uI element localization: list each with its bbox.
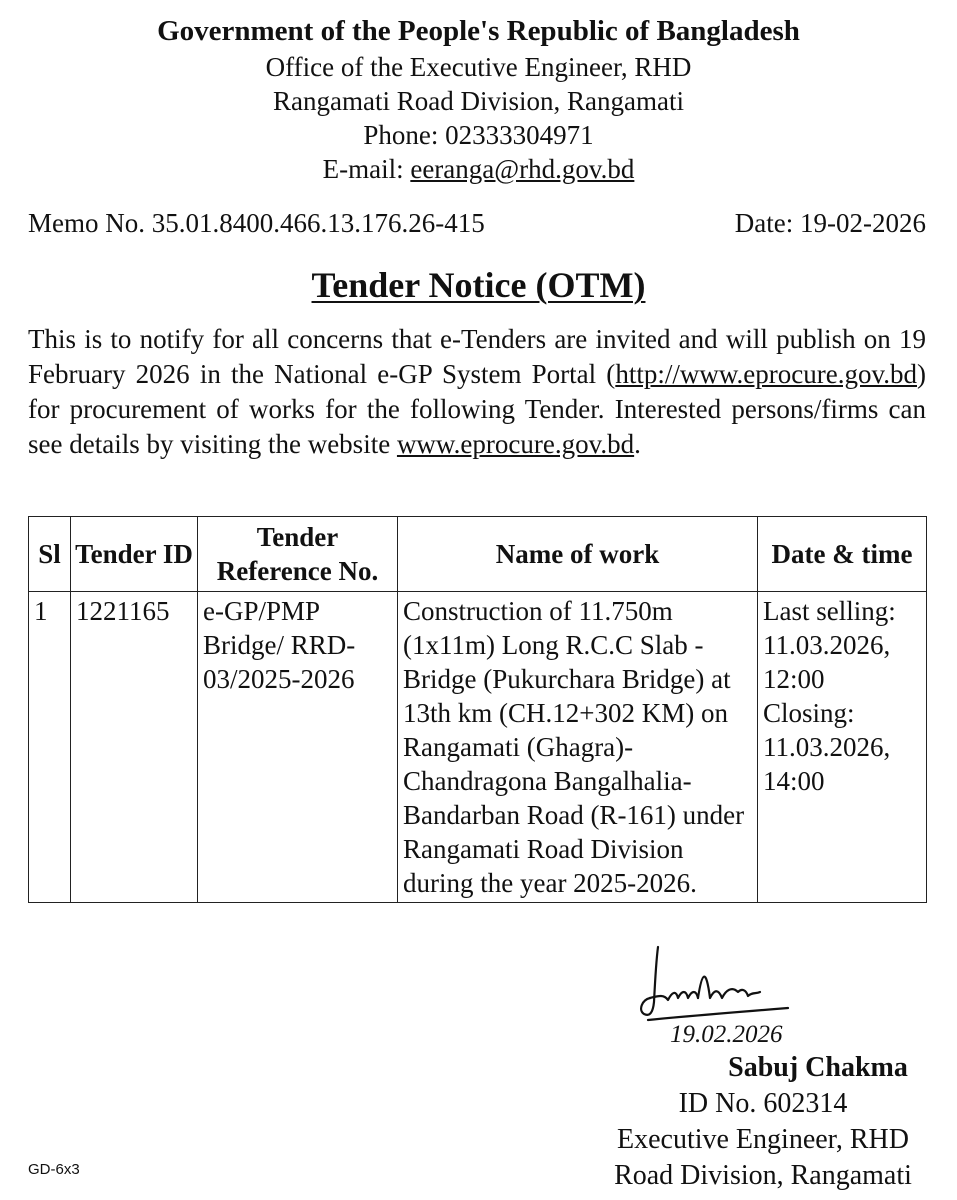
cell-datetime bbox=[758, 592, 927, 903]
last-selling-value: 11.03.2026, 12:00 bbox=[763, 630, 891, 694]
header-reference: Tender Reference No. bbox=[198, 517, 398, 592]
closing-value: 11.03.2026, 14:00 bbox=[763, 732, 891, 796]
memo-date: Date: 19-02-2026 bbox=[734, 208, 926, 238]
signer-name: Sabuj Chakma bbox=[728, 1052, 908, 1083]
signer-id: ID No. 602314 bbox=[678, 1088, 848, 1119]
header-tender-id: Tender ID bbox=[71, 517, 198, 592]
notice-text-3: . bbox=[634, 429, 641, 459]
email-link[interactable]: eeranga@rhd.gov.bd bbox=[410, 154, 635, 184]
memo-row bbox=[28, 205, 926, 241]
header-datetime: Date & time bbox=[758, 517, 927, 592]
website-link[interactable]: www.eprocure.gov.bd bbox=[396, 429, 635, 459]
footer-code: GD-6x3 bbox=[28, 1161, 80, 1178]
tender-table bbox=[28, 516, 927, 903]
signer-designation: Executive Engineer, RHD bbox=[616, 1124, 909, 1155]
cell-tender-id: 1221165 bbox=[71, 592, 198, 903]
notice-text-1: This is to notify for all concerns that e-Tenders are invited and will publish on 19 February 2026 in the National e-GP System Portal ( bbox=[28, 324, 926, 389]
phone-number: Phone: 02333304971 bbox=[363, 120, 594, 150]
email-line bbox=[0, 152, 957, 186]
email-label: E-mail: bbox=[322, 154, 411, 184]
header-sl: Sl bbox=[29, 517, 71, 592]
letterhead bbox=[0, 12, 957, 186]
notice-paragraph bbox=[28, 322, 926, 462]
table-header-row bbox=[29, 517, 927, 592]
cell-work: Construction of 11.750m (1x11m) Long R.C.C Slab -Bridge (Pukurchara Bridge) at 13th km (CH.12+302 KM) on Rangamati (Ghagra)- Chandragona Bangalhalia-Bandarban Road (R-161) under Rangamati Road Division during the year 2025-2026. bbox=[398, 592, 758, 903]
header-work: Name of work bbox=[398, 517, 758, 592]
cell-reference: e-GP/PMP Bridge/ RRD-03/2025-2026 bbox=[198, 592, 398, 903]
handwritten-signature bbox=[628, 942, 868, 1057]
signer-block bbox=[493, 1050, 912, 1194]
office-name: Office of the Executive Engineer, RHD bbox=[265, 52, 692, 82]
memo-number: Memo No. 35.01.8400.466.13.176.26-415 bbox=[28, 208, 485, 238]
notice-text-2: ) for procurement of works for the following Tender. Interested persons/firms can see details by visiting the website bbox=[28, 359, 926, 459]
notice-title-text: Tender Notice (OTM) bbox=[311, 265, 646, 305]
division-name: Rangamati Road Division, Rangamati bbox=[273, 86, 684, 116]
notice-title bbox=[0, 262, 957, 308]
signer-office: Road Division, Rangamati bbox=[614, 1160, 912, 1191]
portal-link[interactable]: http://www.eprocure.gov.bd bbox=[615, 359, 917, 389]
cell-sl: 1 bbox=[29, 592, 71, 903]
closing-label: Closing: bbox=[763, 698, 855, 728]
table-row bbox=[29, 592, 927, 903]
last-selling-label: Last selling: bbox=[763, 596, 896, 626]
signature-date: 19.02.2026 bbox=[670, 1021, 783, 1048]
government-title: Government of the People's Republic of Bangladesh bbox=[157, 15, 800, 47]
